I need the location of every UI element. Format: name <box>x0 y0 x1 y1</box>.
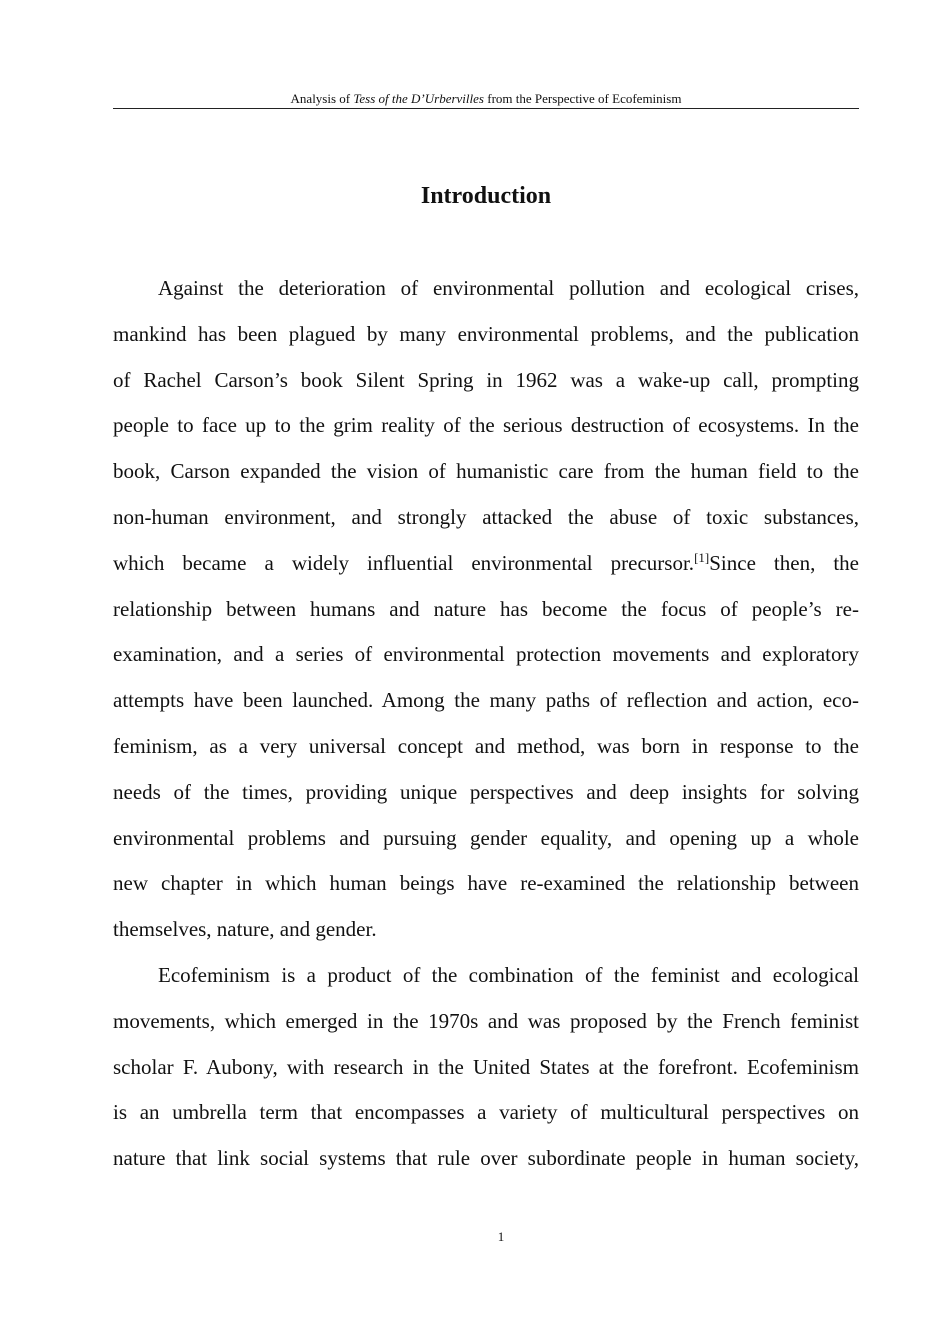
paragraph-1-line-7-continuation: Since then, the <box>709 550 860 575</box>
paragraph-1-line-1: Against the deterioration of environmental pollution and ecological crises, <box>158 276 859 300</box>
paragraph-1-line-2: mankind has been plagued by many environmental problems, and the publication <box>113 321 859 346</box>
paragraph-1-line-6: non-human environment, and strongly attacked the abuse of toxic substances, <box>113 504 859 529</box>
running-header <box>113 91 859 109</box>
paragraph-1-line-4: people to face up to the grim reality of the serious destruction of ecosystems. In the <box>113 413 859 438</box>
paragraph-2-line-1: Ecofeminism is a product of the combination of the feminist and ecological <box>158 962 859 987</box>
paragraph-1-line-12: needs of the times, providing unique perspectives and deep insights for solving <box>113 779 859 804</box>
running-header-prefix: Analysis of <box>290 91 354 106</box>
paragraph-2-line-3: scholar F. Aubony, with research in the United States at the forefront. Ecofeminism <box>113 1054 859 1079</box>
paragraph-1-line-10: attempts have been launched. Among the many paths of reflection and action, eco- <box>113 688 859 713</box>
paragraph-1-line-11: feminism, as a very universal concept and method, was born in response to the <box>113 733 859 758</box>
paragraph-1-line-13: environmental problems and pursuing gender equality, and opening up a whole <box>113 825 859 850</box>
chapter-title: Introduction <box>420 183 552 209</box>
paragraph-1-line-7 <box>113 541 859 587</box>
paragraph-1-line-8: relationship between humans and nature has become the focus of people’s re- <box>113 596 859 621</box>
paragraph-1 <box>113 266 859 953</box>
paragraph-2-line-2: movements, which emerged in the 1970s and was proposed by the French feminist <box>113 1008 859 1033</box>
paragraph-1-line-14: new chapter in which human beings have re-examined the relationship between <box>113 871 859 896</box>
paragraph-1-line-7-text: which became a widely influential environmental precursor. <box>113 550 695 575</box>
page-number: 1 <box>497 1229 505 1244</box>
running-header-suffix: from the Perspective of Ecofeminism <box>483 91 682 106</box>
running-header-book-title: Tess of the D’Urbervilles <box>353 91 484 106</box>
paragraph-1-line-5: book, Carson expanded the vision of humanistic care from the human field to the <box>113 459 859 484</box>
paragraph-2-line-5: nature that link social systems that rule over subordinate people in human society, <box>113 1146 859 1171</box>
paragraph-1-line-9: examination, and a series of environmental protection movements and exploratory <box>113 642 859 667</box>
citation-marker: [1] <box>694 549 710 565</box>
paragraph-2-line-4: is an umbrella term that encompasses a variety of multicultural perspectives on <box>113 1100 859 1125</box>
paragraph-1-line-15: themselves, nature, and gender. <box>113 917 377 942</box>
paragraph-1-line-3: of Rachel Carson’s book Silent Spring in 1962 was a wake-up call, prompting <box>113 367 859 392</box>
paragraph-2 <box>113 953 859 1182</box>
body-text <box>113 266 859 1182</box>
